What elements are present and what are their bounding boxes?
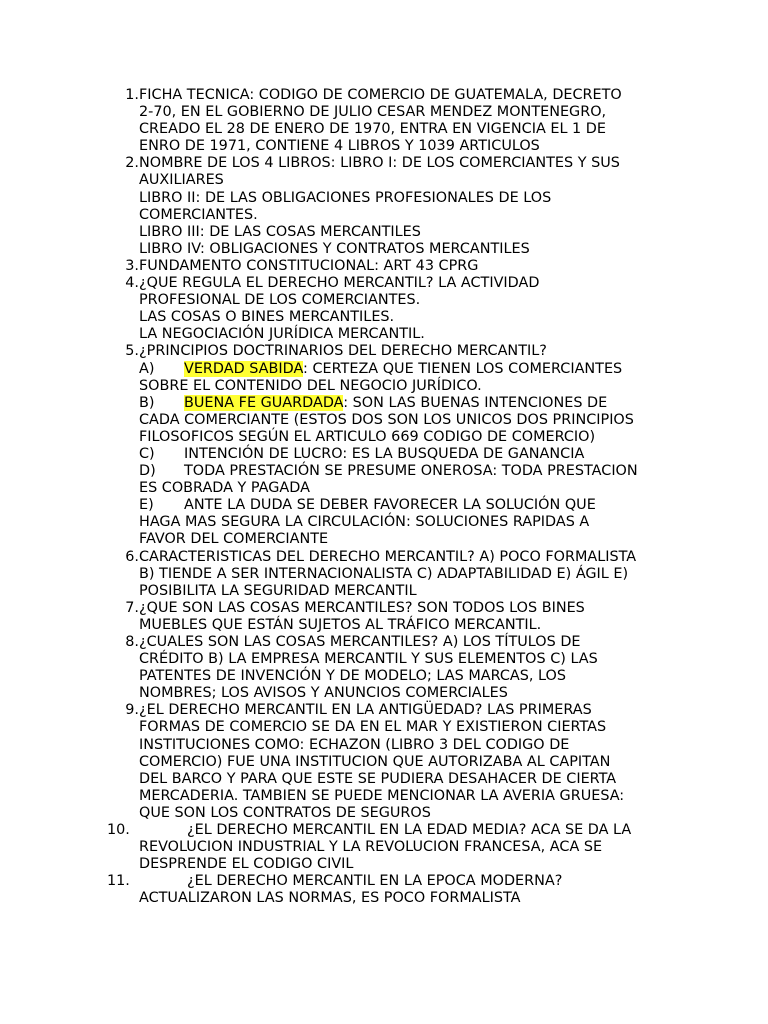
item-number: 6. bbox=[125, 548, 139, 565]
item-line: PROFESIONAL DE LOS COMERCIANTES. bbox=[139, 292, 421, 309]
principle-a bbox=[139, 361, 687, 378]
item-line: PATENTES DE INVENCIÓN Y DE MODELO; LAS MARCAS, LOS bbox=[139, 668, 567, 685]
principle-d bbox=[139, 463, 687, 480]
numbered-list bbox=[107, 87, 687, 908]
item-body bbox=[139, 155, 687, 258]
item-number: 9. bbox=[125, 702, 139, 719]
item-line: AUXILIARES bbox=[139, 172, 224, 189]
item-line: FICHA TECNICA: CODIGO DE COMERCIO DE GUATEMALA, DECRETO bbox=[139, 87, 622, 103]
principle-c bbox=[139, 446, 687, 463]
list-item-9 bbox=[107, 702, 687, 822]
item-line: LA NEGOCIACIÓN JURÍDICA MERCANTIL. bbox=[139, 326, 425, 343]
item-line: ¿QUE REGULA EL DERECHO MERCANTIL? LA ACTIVIDAD bbox=[139, 275, 540, 292]
principle-letter: B) bbox=[139, 394, 155, 411]
item-line: QUE SON LOS CONTRATOS DE SEGUROS bbox=[139, 804, 431, 821]
item-number: 11. bbox=[107, 873, 130, 890]
item-line: POSIBILITA LA SEGURIDAD MERCANTIL bbox=[139, 582, 417, 599]
item-number: 8. bbox=[125, 634, 139, 650]
item-number: 1. bbox=[125, 87, 139, 103]
principle-letter: A) bbox=[139, 360, 155, 377]
item-body bbox=[139, 343, 687, 548]
item-line: ENRO DE 1971, CONTIENE 4 LIBROS Y 1039 ARTICULOS bbox=[139, 138, 540, 155]
principle-letter: C) bbox=[139, 445, 155, 462]
item-body bbox=[139, 600, 687, 634]
principle-text: INTENCIÓN DE LUCRO: ES LA BUSQUEDA DE GANANCIA bbox=[184, 445, 585, 462]
item-line: DESPRENDE EL CODIGO CIVIL bbox=[139, 856, 354, 873]
item-number: 10. bbox=[107, 822, 130, 839]
item-number: 4. bbox=[125, 275, 139, 292]
item-line: LIBRO III: DE LAS COSAS MERCANTILES bbox=[139, 223, 421, 240]
item-line: CRÉDITO B) LA EMPRESA MERCANTIL Y SUS ELEMENTOS C) LAS bbox=[139, 651, 598, 668]
principle-b bbox=[139, 395, 687, 412]
item-line: B) TIENDE A SER INTERNACIONALISTA C) ADAPTABILIDAD E) ÁGIL E) bbox=[139, 565, 629, 582]
item-line: ACTUALIZARON LAS NORMAS, ES POCO FORMALISTA bbox=[139, 890, 521, 907]
item-line: COMERCIO) FUE UNA INSTITUCION QUE AUTORIZABA AL CAPITAN bbox=[139, 753, 611, 770]
item-line: REVOLUCION INDUSTRIAL Y LA REVOLUCION FRANCESA, ACA SE bbox=[139, 839, 603, 856]
item-line: 2-70, EN EL GOBIERNO DE JULIO CESAR MENDEZ MONTENEGRO, bbox=[139, 104, 607, 121]
item-line: DEL BARCO Y PARA QUE ESTE SE PUDIERA DESAHACER DE CIERTA bbox=[139, 770, 617, 787]
item-line: MUEBLES QUE ESTÁN SUJETOS AL TRÁFICO MERCANTIL. bbox=[139, 616, 542, 633]
item-line-text: ¿EL DERECHO MERCANTIL EN LA EDAD MEDIA? ACA SE DA LA bbox=[187, 822, 632, 839]
item-line: FAVOR DEL COMERCIANTE bbox=[139, 531, 329, 548]
item-body bbox=[139, 549, 687, 600]
highlighted-term: BUENA FE GUARDADA bbox=[184, 394, 344, 411]
list-item-1 bbox=[107, 87, 687, 155]
item-line: NOMBRE DE LOS 4 LIBROS: LIBRO I: DE LOS COMERCIANTES Y SUS bbox=[139, 155, 620, 172]
list-item-4 bbox=[107, 275, 687, 343]
principle-e bbox=[139, 497, 687, 514]
principle-text: : CERTEZA QUE TIENEN LOS COMERCIANTES bbox=[303, 360, 623, 377]
list-item-7 bbox=[107, 600, 687, 634]
item-line: HAGA MAS SEGURA LA CIRCULACIÓN: SOLUCIONES RAPIDAS A bbox=[139, 514, 590, 531]
item-body bbox=[139, 702, 687, 822]
item-line: CREADO EL 28 DE ENERO DE 1970, ENTRA EN VIGENCIA EL 1 DE bbox=[139, 121, 606, 138]
item-line-text: ¿EL DERECHO MERCANTIL EN LA EPOCA MODERNA? bbox=[187, 873, 563, 890]
principle-text: TODA PRESTACIÓN SE PRESUME ONEROSA: TODA PRESTACION bbox=[184, 463, 638, 480]
item-body bbox=[139, 873, 687, 907]
principle-letter: D) bbox=[139, 463, 156, 480]
item-body bbox=[139, 258, 687, 275]
item-line: SOBRE EL CONTENIDO DEL NEGOCIO JURÍDICO. bbox=[139, 377, 482, 394]
item-number: 7. bbox=[125, 599, 139, 616]
item-body bbox=[139, 634, 687, 702]
item-line: CADA COMERCIANTE (ESTOS DOS SON LOS UNICOS DOS PRINCIPIOS bbox=[139, 411, 634, 428]
item-line: CARACTERISTICAS DEL DERECHO MERCANTIL? A) POCO FORMALISTA bbox=[139, 548, 637, 565]
item-line: LIBRO II: DE LAS OBLIGACIONES PROFESIONALES DE LOS bbox=[139, 189, 552, 206]
item-line: LIBRO IV: OBLIGACIONES Y CONTRATOS MERCANTILES bbox=[139, 240, 530, 257]
item-line: COMERCIANTES. bbox=[139, 206, 258, 223]
item-first-line bbox=[139, 822, 687, 839]
item-line: ¿CUALES SON LAS COSAS MERCANTILES? A) LOS TÍTULOS DE bbox=[139, 634, 581, 650]
item-line: INSTITUCIONES COMO: ECHAZON (LIBRO 3 DEL CODIGO DE bbox=[139, 736, 570, 753]
list-item-6 bbox=[107, 549, 687, 600]
item-line: LAS COSAS O BINES MERCANTILES. bbox=[139, 309, 395, 326]
item-line: ES COBRADA Y PAGADA bbox=[139, 480, 310, 497]
item-number: 2. bbox=[125, 155, 139, 172]
list-item-11 bbox=[107, 873, 687, 907]
highlighted-term: VERDAD SABIDA bbox=[184, 360, 304, 377]
item-line: FORMAS DE COMERCIO SE DA EN EL MAR Y EXISTIERON CIERTAS bbox=[139, 719, 607, 736]
list-item-3 bbox=[107, 258, 687, 275]
item-title: ¿PRINCIPIOS DOCTRINARIOS DEL DERECHO MERCANTIL? bbox=[139, 343, 547, 360]
item-line: ¿QUE SON LAS COSAS MERCANTILES? SON TODOS LOS BINES bbox=[139, 599, 585, 616]
item-body bbox=[139, 87, 687, 155]
item-line: ¿EL DERECHO MERCANTIL EN LA ANTIGÜEDAD? LAS PRIMERAS bbox=[139, 702, 592, 719]
item-line: FILOSOFICOS SEGÚN EL ARTICULO 669 CODIGO DE COMERCIO) bbox=[139, 428, 596, 445]
item-number: 3. bbox=[125, 257, 139, 274]
item-line: MERCADERIA. TAMBIEN SE PUEDE MENCIONAR LA AVERIA GRUESA: bbox=[139, 787, 625, 804]
item-number: 5. bbox=[125, 343, 139, 360]
principle-text: ANTE LA DUDA SE DEBER FAVORECER LA SOLUCIÓN QUE bbox=[184, 497, 596, 514]
list-item-8 bbox=[107, 634, 687, 702]
principle-letter: E) bbox=[139, 497, 154, 514]
item-line: NOMBRES; LOS AVISOS Y ANUNCIOS COMERCIALES bbox=[139, 685, 508, 702]
list-item-2 bbox=[107, 155, 687, 258]
principle-text: : SON LAS BUENAS INTENCIONES DE bbox=[343, 394, 608, 411]
list-item-5 bbox=[107, 343, 687, 548]
item-line: FUNDAMENTO CONSTITUCIONAL: ART 43 CPRG bbox=[139, 257, 479, 274]
item-body bbox=[139, 822, 687, 873]
item-first-line bbox=[139, 873, 687, 890]
list-item-10 bbox=[107, 822, 687, 873]
item-body bbox=[139, 275, 687, 343]
